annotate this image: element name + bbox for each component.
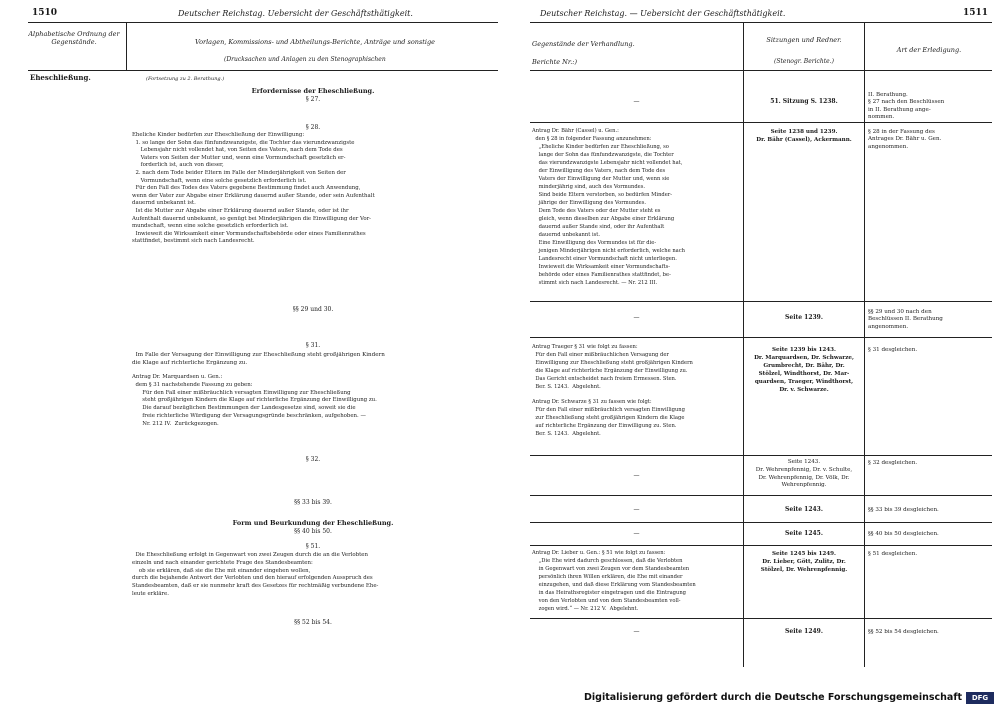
- paragraph-52-54: §§ 52 bis 54.: [294, 619, 332, 626]
- right-page: [530, 0, 992, 690]
- col-head-gegenstaende: Gegenstände der Verhandlung.: [532, 40, 635, 48]
- antrag-traeger-schwarze: Antrag Traeger § 31 wie folgt zu fassen: Für den Fall einer mißbräuchlichen Versagung der Einwilligung zur Eheschließung steht großjährigen Kindern die Klage auf richterliche Ergänzung der Einwilligung zu. Das Gericht entscheidet nach freiem Ermessen. Sten. Ber. S. 1243. Abgelehnt. Antrag Dr. Schwarze § 31 zu fassen wie folgt: Für den Fall einer mißbräuchlich versagten Einwilligung zur Eheschließung steht großjährigen Kindern die Klage auf richterliche Ergänzung der Einwilligung zu. Sten. Ber. S. 1243. Abgelehnt.: [532, 344, 693, 437]
- row-dash: —: [633, 530, 640, 537]
- row-separator: [530, 122, 992, 123]
- right-running-head: Deutscher Reichstag. — Uebersicht der Geschäftsthätigkeit.: [540, 9, 786, 18]
- col-head-vorlagen: Vorlagen, Kommissions- und Abtheilungs-Berichte, Anträge und sonstige: [194, 38, 435, 46]
- paragraph-32: § 32.: [305, 456, 321, 463]
- paragraph-33-39: §§ 33 bis 39.: [294, 499, 332, 506]
- col-head-stenogr: (Stenogr. Berichte.): [774, 58, 834, 65]
- row-erledigung: § 31 desgleichen.: [868, 347, 918, 353]
- paragraph-29-30: §§ 29 und 30.: [292, 306, 334, 313]
- row-sitzung: Seite 1243.: [785, 506, 823, 513]
- paragraph-28: § 28.: [305, 124, 321, 131]
- antrag-marquardsen: Antrag Dr. Marquardsen u. Gen.: dem § 31 nachstehende Fassung zu geben: Für den Fall einer mißbräuchlich versagten Einwilligung zur Eheschließung steht großjährigen Kindern die Klage auf richterliche Ergänzung der Einwilligung zu. Die darauf bezüglichen Bestimmungen der Landesgesetze sind, soweit sie die freie richterliche Würdigung der Versagungsgründe beschränken, aufgehoben. — Nr. 212 IV. Zurückgezogen.: [132, 374, 377, 427]
- paragraph-31-text: Im Falle der Versagung der Einwilligung zur Eheschließung steht großjährigen Kindern die Klage auf richterliche Ergänzung zu.: [132, 352, 385, 367]
- row-separator: [530, 618, 992, 619]
- column-divider: [864, 22, 865, 667]
- row-sitzung: Seite 1245 bis 1249. Dr. Lieber, Gött, Zulitz, Dr. Stölzel, Dr. Wehrenpfennig.: [760, 551, 848, 573]
- row-separator: [530, 522, 992, 523]
- paragraph-51: § 51.: [305, 543, 321, 550]
- row-separator: [530, 495, 992, 496]
- row-dash: —: [633, 98, 640, 105]
- row-separator: [530, 455, 992, 456]
- dfg-logo: DFG: [966, 692, 994, 704]
- col-head-berichte: Berichte Nr.:): [532, 58, 578, 66]
- paragraph-31: § 31.: [305, 342, 321, 349]
- row-erledigung: §§ 40 bis 50 desgleichen.: [868, 531, 939, 537]
- row-sitzung: Seite 1239.: [785, 314, 823, 321]
- header-bottom-rule: [28, 70, 498, 71]
- row-erledigung: §§ 33 bis 39 desgleichen.: [868, 507, 939, 513]
- row-dash: —: [633, 472, 640, 479]
- left-page-number: 1510: [32, 8, 58, 18]
- row-dash: —: [633, 628, 640, 635]
- row-erledigung: §§ 29 und 30 nach den Beschlüssen II. Berathung angenommen.: [868, 309, 943, 330]
- paragraph-27: § 27.: [305, 96, 321, 103]
- topic-note: (Fortsetzung zu 2. Berathung.): [146, 76, 225, 82]
- right-page-number: 1511: [962, 8, 988, 18]
- row-separator: [530, 337, 992, 338]
- row-sitzung: 51. Sitzung S. 1238.: [770, 98, 838, 105]
- row-sitzung: Seite 1243. Dr. Wehrenpfennig, Dr. v. Schulte, Dr. Wehrenpfennig, Dr. Völk, Dr. Wehrenpfennig.: [755, 459, 853, 489]
- row-sitzung: Seite 1249.: [785, 628, 823, 635]
- topic-heading: Eheschließung.: [30, 73, 91, 82]
- left-running-head: Deutscher Reichstag. Uebersicht der Geschäftsthätigkeit.: [178, 9, 413, 18]
- row-separator: [530, 301, 992, 302]
- section-title-erfordernisse: Erfordernisse der Eheschließung.: [251, 87, 375, 95]
- header-rule: [28, 22, 498, 23]
- section-title-form: Form und Beurkundung der Eheschließung.: [232, 519, 394, 527]
- col-head-vorlagen-sub: (Drucksachen und Anlagen zu den Stenographischen: [224, 56, 386, 63]
- left-page: [28, 0, 498, 690]
- row-erledigung: § 32 desgleichen.: [868, 460, 918, 466]
- column-divider: [126, 22, 127, 70]
- row-erledigung: §§ 52 bis 54 desgleichen.: [868, 629, 939, 635]
- antrag-baehr: Antrag Dr. Bähr (Cassel) u. Gen.: den § 28 in folgender Fassung anzunehmen: „Eheliche Kinder bedürfen zur Eheschließung, so lange der Sohn das fünfundzwanzigste, die Tochter das vierundzwanzigste Lebensjahr nicht vollendet hat, der Einwilligung des Vaters, nach dem Tode des Vaters der Einwilligung der Mutter und, wenn sie minderjährig sind, auch des Vormundes. Sind beide Eltern verstorben, so bedürfen Minder- jährige der Einwilligung des Vormundes. Dem Tode des Vaters oder der Mutter steht es gleich, wenn dieselben zur Abgabe einer Erklärung dauernd außer Stande sind, oder ihr Aufenthalt dauernd unbekannt ist. Eine Einwilligung des Vormundes ist für die- jenigen Minderjährigen nicht erforderlich, welche nach Landesrecht einer Vormundschaft nicht unterliegen. Inwieweit die Wirksamkeit einer Vormundschafts- behörde oder eines Familienrathes stattfindet, be- stimmt sich nach Landesrecht. — Nr. 212 III.: [532, 128, 686, 286]
- row-sitzung: Seite 1238 und 1239. Dr. Bähr (Cassel), Ackermann.: [756, 129, 852, 144]
- left-running-header: [28, 8, 498, 22]
- col-head-erledigung: Art der Erledigung.: [896, 46, 962, 54]
- antrag-lieber: Antrag Dr. Lieber u. Gen.: § 51 wie folgt zu fassen: „Die Ehe wird dadurch geschlossen, daß die Verlobten in Gegenwart von zwei Zeugen vor dem Standesbeamten persönlich ihren Willen erklären, die Ehe mit einander einzugehen, und daß diese Erklärung vom Standesbeamten in das Heirathsregister eingetragen und die Eintragung von den Verlobten und von dem Standesbeamten voll- zogen wird.“ — Nr. 212 V. Abgelehnt.: [532, 550, 696, 612]
- header-rule: [530, 22, 992, 23]
- col-head-sitzungen: Sitzungen und Redner.: [766, 36, 842, 44]
- col-head-alphabetical: Alphabetische Ordnung der Gegenstände.: [28, 30, 120, 46]
- row-sitzung: Seite 1239 bis 1243. Dr. Marquardsen, Dr. Schwarze, Grumbrecht, Dr. Bähr, Dr. Stölzel, Windthorst, Dr. Mar- quardsen, Traeger, Windthorst, Dr. v. Schwarze.: [754, 347, 854, 393]
- row-erledigung: II. Berathung. § 27 nach den Beschlüssen in II. Berathung ange- nommen.: [868, 92, 945, 121]
- paragraph-40-50: §§ 40 bis 50.: [294, 528, 332, 535]
- right-running-header: [530, 8, 992, 22]
- header-bottom-rule: [530, 70, 992, 71]
- paragraph-51-text: Die Eheschließung erfolgt in Gegenwart von zwei Zeugen durch die an die Verlobten einzeln und nach einander gerichtete Frage des Standesbeamten: ob sie erklären, daß sie die Ehe mit einander eingehen wollen, durch die bejahende Antwort der Verlobten und den hierauf erfolgenden Ausspruch des Standesbeamten, daß er sie nunmehr kraft des Gesetzes für rechtmäßig verbundene Ehe- leute erkläre.: [132, 552, 379, 597]
- digitization-credit: Digitalisierung gefördert durch die Deutsche Forschungsgemeinschaft: [584, 692, 962, 703]
- row-erledigung: § 28 in der Fassung des Antrages Dr. Bähr u. Gen. angenommen.: [868, 129, 942, 150]
- row-dash: —: [633, 506, 640, 513]
- row-dash: —: [633, 314, 640, 321]
- paragraph-28-text: Eheliche Kinder bedürfen zur Eheschließung der Einwilligung: 1. so lange der Sohn das fünfundzwanzigste, die Tochter das vierundzwanzigste Lebensjahr nicht vollendet hat, von Seiten des Vaters, nach dem Tode des Vaters von Seiten der Mutter und, wenn eine Vormundschaft gesetzlich er- forderlich ist, auch von dieser, 2. nach dem Tode beider Eltern im Falle der Minderjährigkeit von Seiten der Vormundschaft, wenn eine solche gesetzlich erforderlich ist. Für den Fall des Todes des Vaters gegebene Bestimmung findet auch Anwendung, wenn der Vater zur Abgabe einer Erklärung dauernd außer Stande, oder sein Aufenthalt dauernd unbekannt ist. Ist die Mutter zur Abgabe einer Erklärung dauernd außer Stande, oder ist ihr Aufenthalt dauernd unbekannt, so genügt bei Minderjährigen die Einwilligung der Vor- mundschaft, wenn eine solche gesetzlich erforderlich ist. Inwieweit die Wirksamkeit einer Vormundschaftsbehörde oder eines Familienrathes stattfindet, bestimmt sich nach Landesrecht.: [132, 132, 375, 245]
- row-sitzung: Seite 1245.: [785, 530, 823, 537]
- row-separator: [530, 545, 992, 546]
- row-erledigung: § 51 desgleichen.: [868, 551, 918, 557]
